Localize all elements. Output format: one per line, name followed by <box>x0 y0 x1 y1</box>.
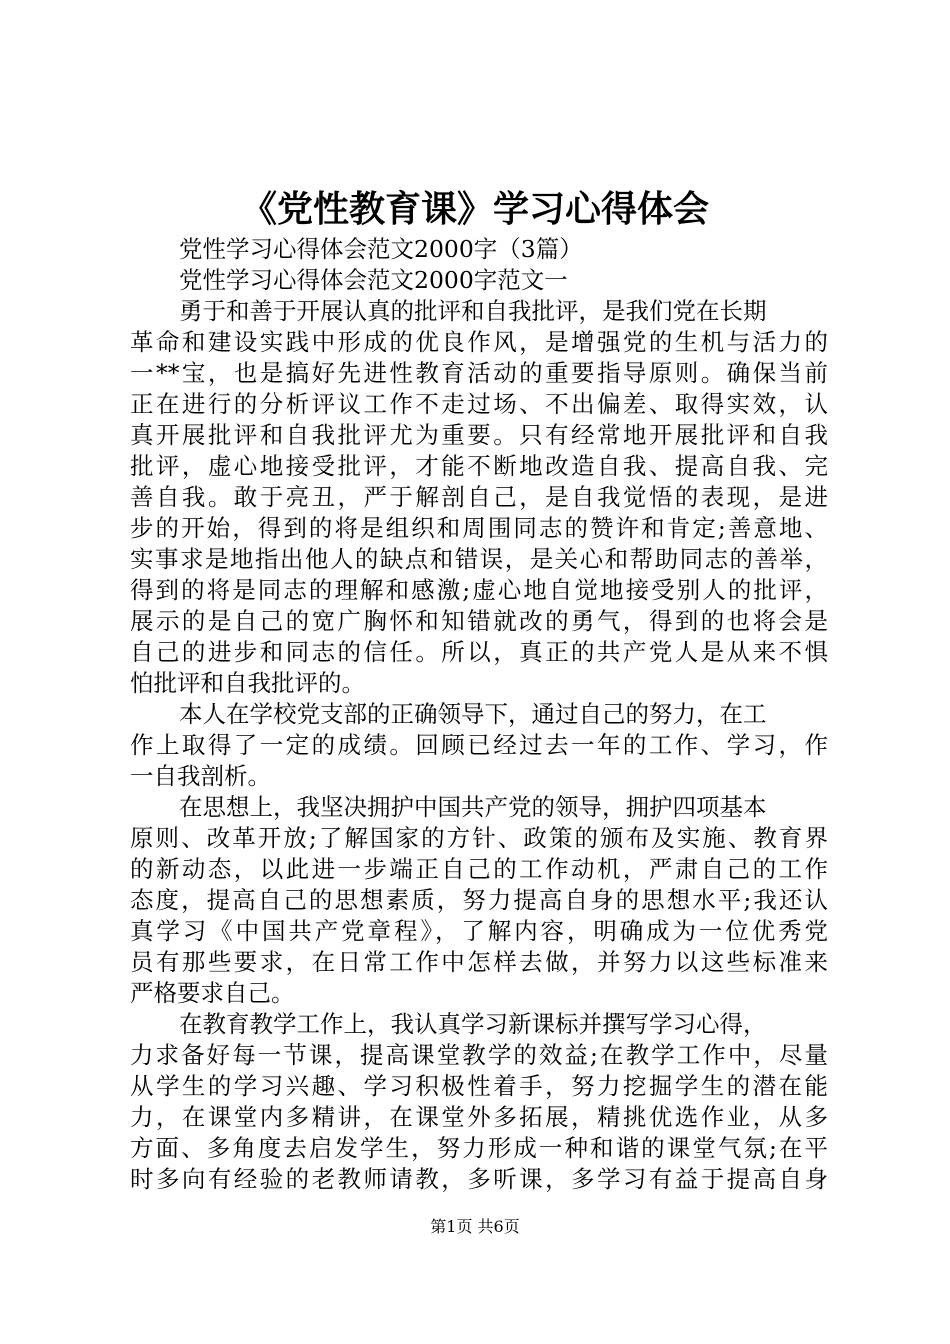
paragraph-line: 在思想上，我坚决拥护中国共产党的领导，拥护四项基本 <box>179 793 767 821</box>
paragraph-line: 真开展批评和自我批评尤为重要。只有经常地开展批评和自我 <box>130 421 828 449</box>
paragraph-line: 实事求是地指出他人的缺点和错误，是关心和帮助同志的善举， <box>130 545 828 573</box>
subtitle-line: 党性学习心得体会范文2000字（3篇） <box>179 235 583 263</box>
paragraph-line: 勇于和善于开展认真的批评和自我批评，是我们党在长期 <box>179 297 767 325</box>
paragraph-line: 力，在课堂内多精讲，在课堂外多拓展，精挑优选作业，从多 <box>130 1103 828 1131</box>
paragraph-line: 作上取得了一定的成绩。回顾已经过去一年的工作、学习，作 <box>130 731 828 759</box>
page-number-footer: 第1页 共6页 <box>430 1217 520 1236</box>
document-body <box>130 234 828 1195</box>
document-title: 《党性教育课》学习心得体会 <box>240 188 709 230</box>
paragraph-line: 自己的进步和同志的信任。所以，真正的共产党人是从来不惧 <box>130 638 828 666</box>
paragraph-line: 严格要求自己。 <box>130 979 295 1007</box>
paragraph-line: 善自我。敢于亮丑，严于解剖自己，是自我觉悟的表现，是进 <box>130 483 828 511</box>
paragraph-line: 一自我剖析。 <box>130 762 271 790</box>
paragraph-line: 时多向有经验的老教师请教，多听课，多学习有益于提高自身 <box>130 1165 828 1193</box>
paragraph-line: 批评，虚心地接受批评，才能不断地改造自我、提高自我、完 <box>130 452 828 480</box>
paragraph-line: 从学生的学习兴趣、学习积极性着手，努力挖掘学生的潜在能 <box>130 1072 828 1100</box>
paragraph-line: 步的开始，得到的将是组织和周围同志的赞许和肯定;善意地、 <box>130 514 828 542</box>
paragraph-line: 展示的是自己的宽广胸怀和知错就改的勇气，得到的也将会是 <box>130 607 828 635</box>
paragraph-line: 怕批评和自我批评的。 <box>130 669 365 697</box>
paragraph-line: 员有那些要求，在日常工作中怎样去做，并努力以这些标准来 <box>130 948 828 976</box>
paragraph-line: 真学习《中国共产党章程》，了解内容，明确成为一位优秀党 <box>130 917 828 945</box>
paragraph-line: 力求备好每一节课，提高课堂教学的效益;在教学工作中，尽量 <box>130 1041 828 1069</box>
paragraph-line: 态度，提高自己的思想素质，努力提高自身的思想水平;我还认 <box>130 886 828 914</box>
paragraph-line: 正在进行的分析评议工作不走过场、不出偏差、取得实效，认 <box>130 390 828 418</box>
paragraph-line: 的新动态，以此进一步端正自己的工作动机，严肃自己的工作 <box>130 855 828 883</box>
paragraph-line: 革命和建设实践中形成的优良作风，是增强党的生机与活力的 <box>130 328 828 356</box>
paragraph-line: 得到的将是同志的理解和感激;虚心地自觉地接受别人的批评， <box>130 576 828 604</box>
paragraph-line: 本人在学校党支部的正确领导下，通过自己的努力，在工 <box>179 700 767 728</box>
paragraph-line: 原则、改革开放;了解国家的方针、政策的颁布及实施、教育界 <box>130 824 828 852</box>
paragraph-line: 在教育教学工作上，我认真学习新课标并撰写学习心得， <box>179 1010 767 1038</box>
subtitle-line: 党性学习心得体会范文2000字范文一 <box>179 266 568 294</box>
paragraph-line: 一**宝，也是搞好先进性教育活动的重要指导原则。确保当前 <box>130 359 828 387</box>
paragraph-line: 方面、多角度去启发学生，努力形成一种和谐的课堂气氛;在平 <box>130 1134 828 1162</box>
